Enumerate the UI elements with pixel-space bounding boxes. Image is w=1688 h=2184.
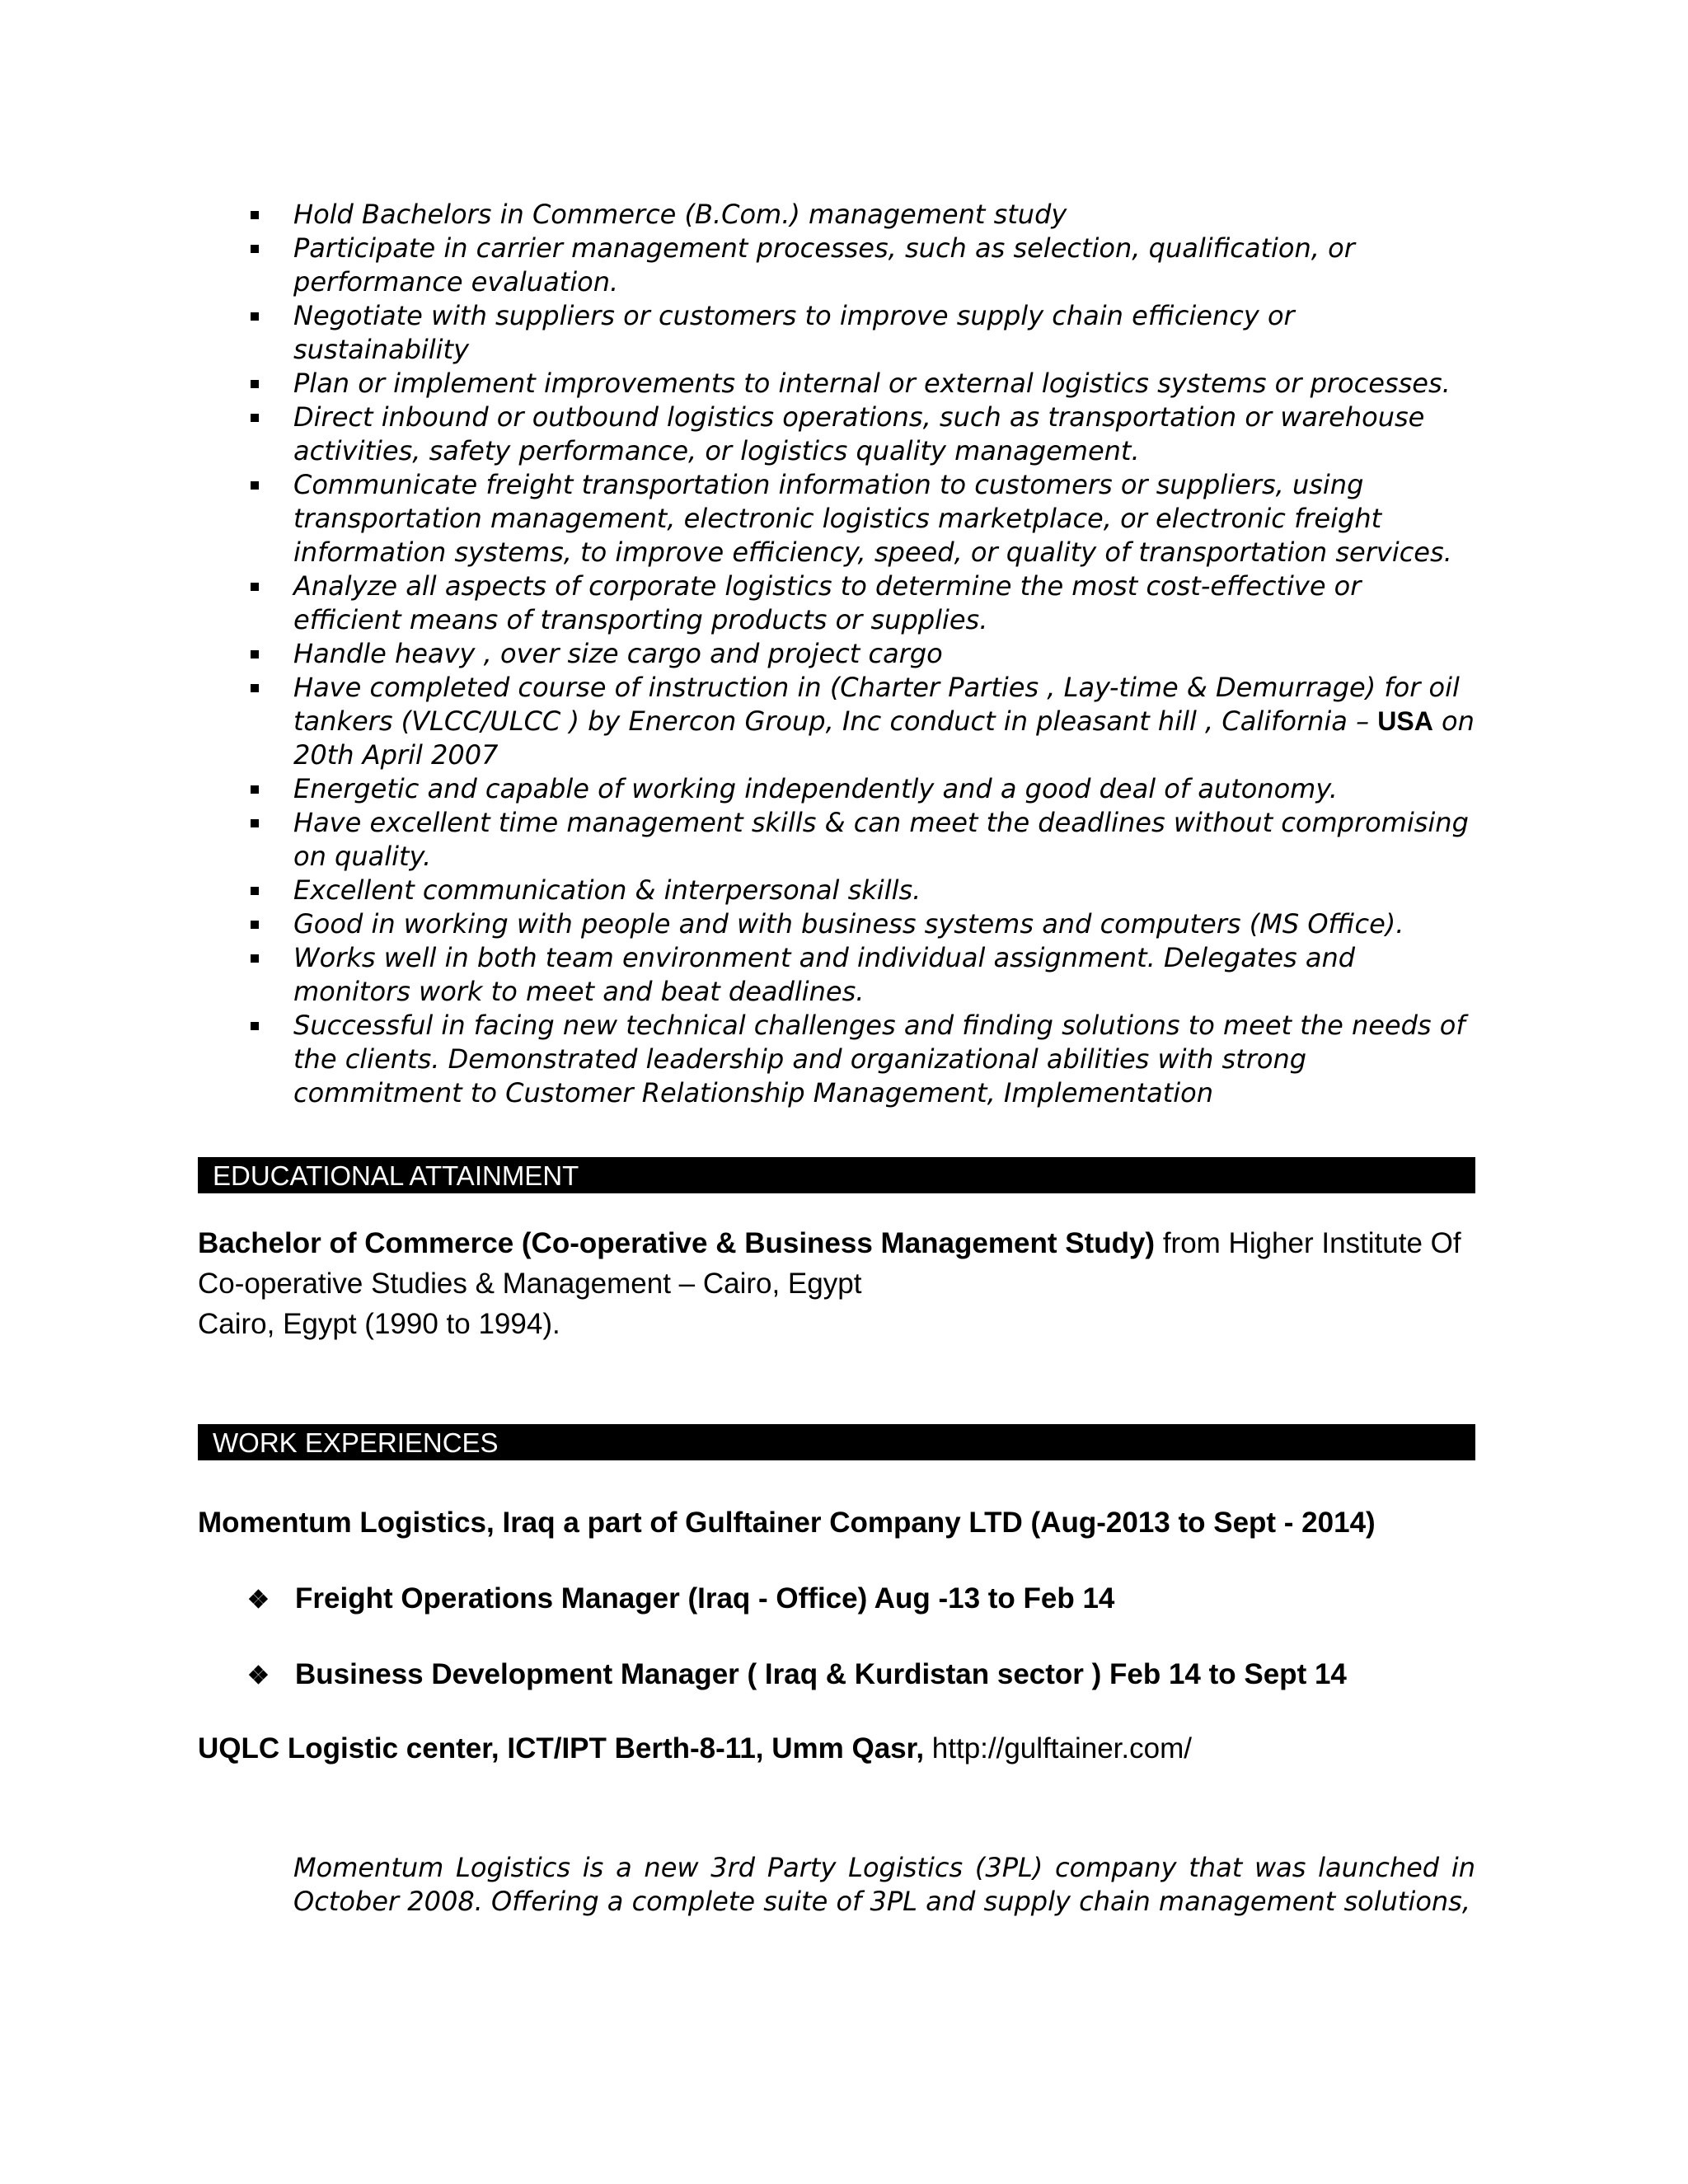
- list-item: Analyze all aspects of corporate logistics to determine the most cost-effective or efficient means of transporting products or supplies.: [247, 569, 1475, 637]
- work-section-header: WORK EXPERIENCES: [198, 1424, 1475, 1460]
- list-item: Negotiate with suppliers or customers to improve supply chain efficiency or sustainability: [247, 299, 1475, 367]
- square-bullet-icon: [251, 481, 259, 490]
- company-description: Momentum Logistics is a new 3rd Party Logistics (3PL) company that was launched in October 2008. Offering a complete suite of 3PL and supply chain management solutions,: [293, 1852, 1475, 1917]
- square-bullet-icon: [251, 954, 259, 963]
- square-bullet-icon: [251, 785, 259, 794]
- list-item: Good in working with people and with business systems and computers (MS Office).: [247, 907, 1475, 941]
- square-bullet-icon: [251, 684, 259, 692]
- list-item: Have excellent time management skills & can meet the deadlines without compromising on quality.: [247, 806, 1475, 874]
- list-item: Excellent communication & interpersonal skills.: [247, 874, 1475, 907]
- role-item: ❖ Business Development Manager ( Iraq & Kurdistan sector ) Feb 14 to Sept 14: [247, 1656, 1347, 1695]
- role-item: ❖ Freight Operations Manager (Iraq - Office) Aug -13 to Feb 14: [247, 1580, 1114, 1619]
- work-location: UQLC Logistic center, ICT/IPT Berth-8-11, Umm Qasr, http://gulftainer.com/: [198, 1732, 1192, 1765]
- company-title: Momentum Logistics, Iraq a part of Gulftainer Company LTD (Aug-2013 to Sept - 2014): [198, 1507, 1376, 1539]
- square-bullet-icon: [251, 583, 259, 591]
- list-item: Communicate freight transportation information to customers or suppliers, using transportation management, electronic logistics marketplace, or electronic freight information systems, to improve efficiency, speed, or quality of transportation services.: [247, 468, 1475, 569]
- square-bullet-icon: [251, 312, 259, 321]
- list-item: Participate in carrier management processes, such as selection, qualification, or performance evaluation.: [247, 232, 1475, 299]
- degree-title: Bachelor of Commerce (Co-operative & Business Management Study): [198, 1227, 1156, 1259]
- list-item: Successful in facing new technical challenges and finding solutions to meet the needs of the clients. Demonstrated leadership and organizational abilities with strong commitment to Customer Relationship Management, Implementation: [247, 1009, 1475, 1110]
- square-bullet-icon: [251, 245, 259, 253]
- diamond-bullet-icon: ❖: [247, 1586, 270, 1614]
- square-bullet-icon: [251, 921, 259, 929]
- square-bullet-icon: [251, 819, 259, 827]
- list-item: Energetic and capable of working independently and a good deal of autonomy.: [247, 772, 1475, 806]
- company-link[interactable]: http://gulftainer.com/: [924, 1732, 1192, 1765]
- list-item: Handle heavy , over size cargo and project cargo: [247, 637, 1475, 671]
- list-item: Have completed course of instruction in (Charter Parties , Lay-time & Demurrage) for oil tankers (VLCC/ULCC ) by Enercon Group, Inc conduct in pleasant hill , California – USA on 20th April 2007: [247, 671, 1475, 772]
- education-location-dates: Cairo, Egypt (1990 to 1994).: [198, 1308, 560, 1340]
- list-item: Works well in both team environment and individual assignment. Delegates and monitors work to meet and beat deadlines.: [247, 941, 1475, 1009]
- education-entry: [198, 1223, 1484, 1344]
- square-bullet-icon: [251, 211, 259, 219]
- diamond-bullet-icon: ❖: [247, 1662, 270, 1690]
- skills-list: [247, 198, 1475, 1110]
- square-bullet-icon: [251, 887, 259, 895]
- list-item: Direct inbound or outbound logistics operations, such as transportation or warehouse activities, safety performance, or logistics quality management.: [247, 401, 1475, 468]
- square-bullet-icon: [251, 380, 259, 388]
- education-section-header: EDUCATIONAL ATTAINMENT: [198, 1157, 1475, 1193]
- list-item: Hold Bachelors in Commerce (B.Com.) management study: [247, 198, 1475, 232]
- institution: from Higher Institute Of Co-operative Studies & Management – Cairo, Egypt: [198, 1227, 1461, 1300]
- square-bullet-icon: [251, 414, 259, 422]
- square-bullet-icon: [251, 650, 259, 658]
- square-bullet-icon: [251, 1022, 259, 1030]
- list-item: Plan or implement improvements to internal or external logistics systems or processes.: [247, 367, 1475, 401]
